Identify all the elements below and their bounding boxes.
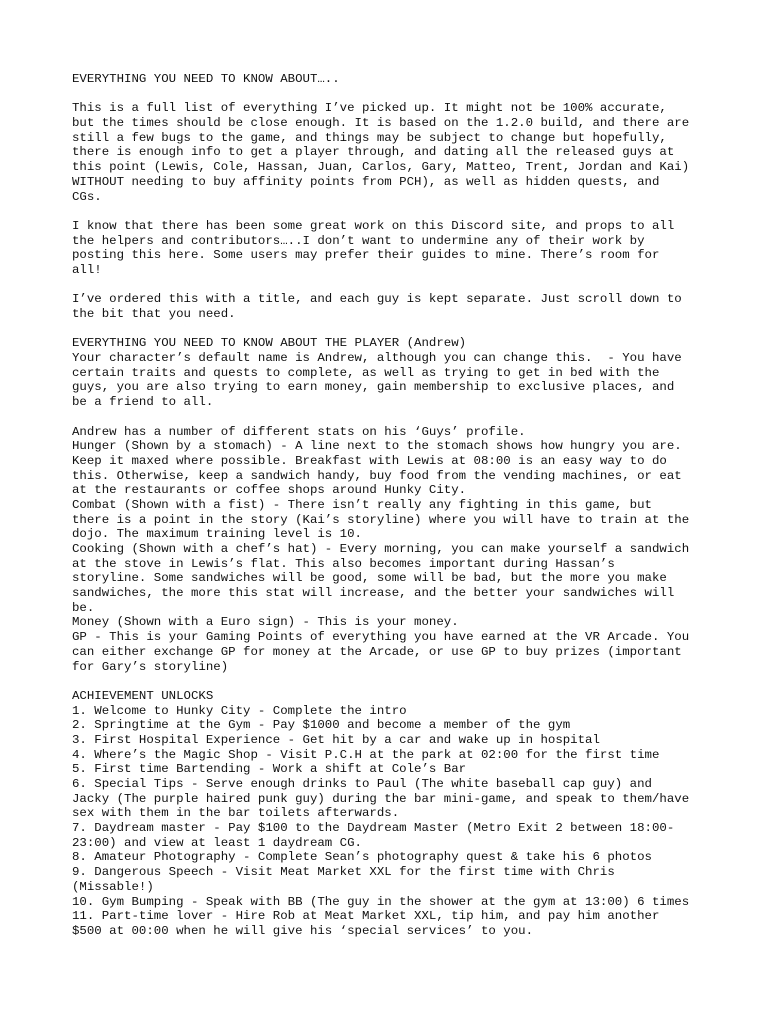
text-line: can either exchange GP for money at the Arcade, or use GP to buy prizes (important — [72, 644, 682, 659]
text-line: I’ve ordered this with a title, and each guy is kept separate. Just scroll down to — [72, 292, 682, 307]
text-line: Money (Shown with a Euro sign) - This is your money. — [72, 615, 459, 630]
stats-section — [72, 425, 712, 675]
paragraph-gap — [72, 322, 712, 337]
ordering-paragraph — [72, 292, 712, 321]
text-line: this point (Lewis, Cole, Hassan, Juan, Carlos, Gary, Matteo, Trent, Jordan and Kai) — [72, 160, 690, 175]
text-line: This is a full list of everything I’ve picked up. It might not be 100% accurate, — [72, 101, 667, 116]
text-line: this. Otherwise, keep a sandwich handy, buy food from the vending machines, or eat — [72, 468, 682, 483]
text-line: posting this here. Some users may prefer their guides to mine. There’s room for — [72, 248, 660, 263]
text-line: still a few bugs to the game, and things may be subject to change but hopefully, — [72, 130, 667, 145]
text-line: all! — [72, 262, 102, 277]
list-item: 3. First Hospital Experience - Get hit by a car and wake up in hospital — [72, 732, 600, 747]
list-item: 6. Special Tips - Serve enough drinks to Paul (The white baseball cap guy) and — [72, 777, 652, 791]
section-heading: EVERYTHING YOU NEED TO KNOW ABOUT THE PLAYER (Andrew) — [72, 336, 467, 351]
text-line: at the stove in Lewis’s flat. This also becomes important during Hassan’s — [72, 556, 615, 571]
paragraph-gap — [72, 674, 712, 689]
section-heading: ACHIEVEMENT UNLOCKS — [72, 688, 214, 703]
text-line: storyline. Some sandwiches will be good, some will be bad, but the more you make — [72, 571, 667, 586]
discord-paragraph — [72, 219, 712, 278]
document-title: EVERYTHING YOU NEED TO KNOW ABOUT….. — [72, 72, 340, 86]
text-line: be. — [72, 600, 95, 615]
achievements-section — [72, 689, 712, 939]
list-item: 2. Springtime at the Gym - Pay $1000 and become a member of the gym — [72, 718, 571, 733]
list-item: 5. First time Bartending - Work a shift at Cole’s Bar — [72, 762, 467, 777]
list-item: 11. Part-time lover - Hire Rob at Meat Market XXL, tip him, and pay him another — [72, 909, 660, 924]
list-item: 1. Welcome to Hunky City - Complete the intro — [72, 703, 407, 718]
text-line: for Gary’s storyline) — [72, 659, 229, 674]
paragraph-gap — [72, 87, 712, 102]
text-line: there is enough info to get a player through, and dating all the released guys at — [72, 145, 675, 160]
text-line: but the times should be close enough. It is based on the 1.2.0 build, and there are — [72, 116, 690, 131]
paragraph-gap — [72, 204, 712, 219]
intro-paragraph — [72, 101, 712, 204]
text-line: sandwiches, the more this stat will increase, and the better your sandwiches will — [72, 586, 675, 601]
text-line: guys, you are also trying to earn money, gain membership to exclusive places, and — [72, 380, 675, 395]
list-item: 7. Daydream master - Pay $100 to the Daydream Master (Metro Exit 2 between 18:00- — [72, 821, 675, 836]
text-line: Your character’s default name is Andrew, although you can change this. - You have — [72, 351, 682, 366]
player-section — [72, 336, 712, 409]
text-line: the bit that you need. — [72, 307, 236, 321]
paragraph-gap — [72, 410, 712, 425]
text-line: GP - This is your Gaming Points of everything you have earned at the VR Arcade. You — [72, 630, 690, 645]
text-line: Keep it maxed where possible. Breakfast with Lewis at 08:00 is an easy way to do — [72, 453, 667, 468]
text-line: the helpers and contributors…..I don’t want to undermine any of their work by — [72, 233, 645, 248]
document-page — [72, 72, 712, 939]
list-item: sex with them in the bar toilets afterwards. — [72, 806, 400, 821]
text-line: Hunger (Shown by a stomach) - A line next to the stomach shows how hungry you are. — [72, 439, 682, 454]
text-line: at the restaurants or coffee shops around Hunky City. — [72, 483, 467, 498]
paragraph-gap — [72, 278, 712, 293]
text-line: there is a point in the story (Kai’s storyline) where you will have to train at the — [72, 512, 690, 527]
text-line: certain traits and quests to complete, as well as trying to get in bed with the — [72, 365, 660, 380]
list-item: (Missable!) — [72, 879, 154, 894]
text-line: Cooking (Shown with a chef’s hat) - Every morning, you can make yourself a sandwich — [72, 542, 690, 556]
list-item: 10. Gym Bumping - Speak with BB (The guy in the shower at the gym at 13:00) 6 times — [72, 894, 690, 909]
text-line: dojo. The maximum training level is 10. — [72, 527, 362, 542]
list-item: 8. Amateur Photography - Complete Sean’s photography quest & take his 6 photos — [72, 850, 652, 865]
list-item: Jacky (The purple haired punk guy) during the bar mini-game, and speak to them/have — [72, 791, 690, 806]
text-line: CGs. — [72, 189, 102, 204]
text-line: be a friend to all. — [72, 395, 214, 410]
list-item: 9. Dangerous Speech - Visit Meat Market XXL for the first time with Chris — [72, 865, 615, 880]
text-line: I know that there has been some great work on this Discord site, and props to all — [72, 218, 675, 233]
text-line: WITHOUT needing to buy affinity points from PCH), as well as hidden quests, and — [72, 174, 660, 189]
list-item: 23:00) and view at least 1 daydream CG. — [72, 835, 362, 850]
text-line: Andrew has a number of different stats on his ‘Guys’ profile. — [72, 424, 526, 439]
list-item: $500 at 00:00 when he will give his ‘special services’ to you. — [72, 923, 534, 938]
text-line: Combat (Shown with a fist) - There isn’t really any fighting in this game, but — [72, 497, 652, 512]
list-item: 4. Where’s the Magic Shop - Visit P.C.H at the park at 02:00 for the first time — [72, 747, 660, 762]
